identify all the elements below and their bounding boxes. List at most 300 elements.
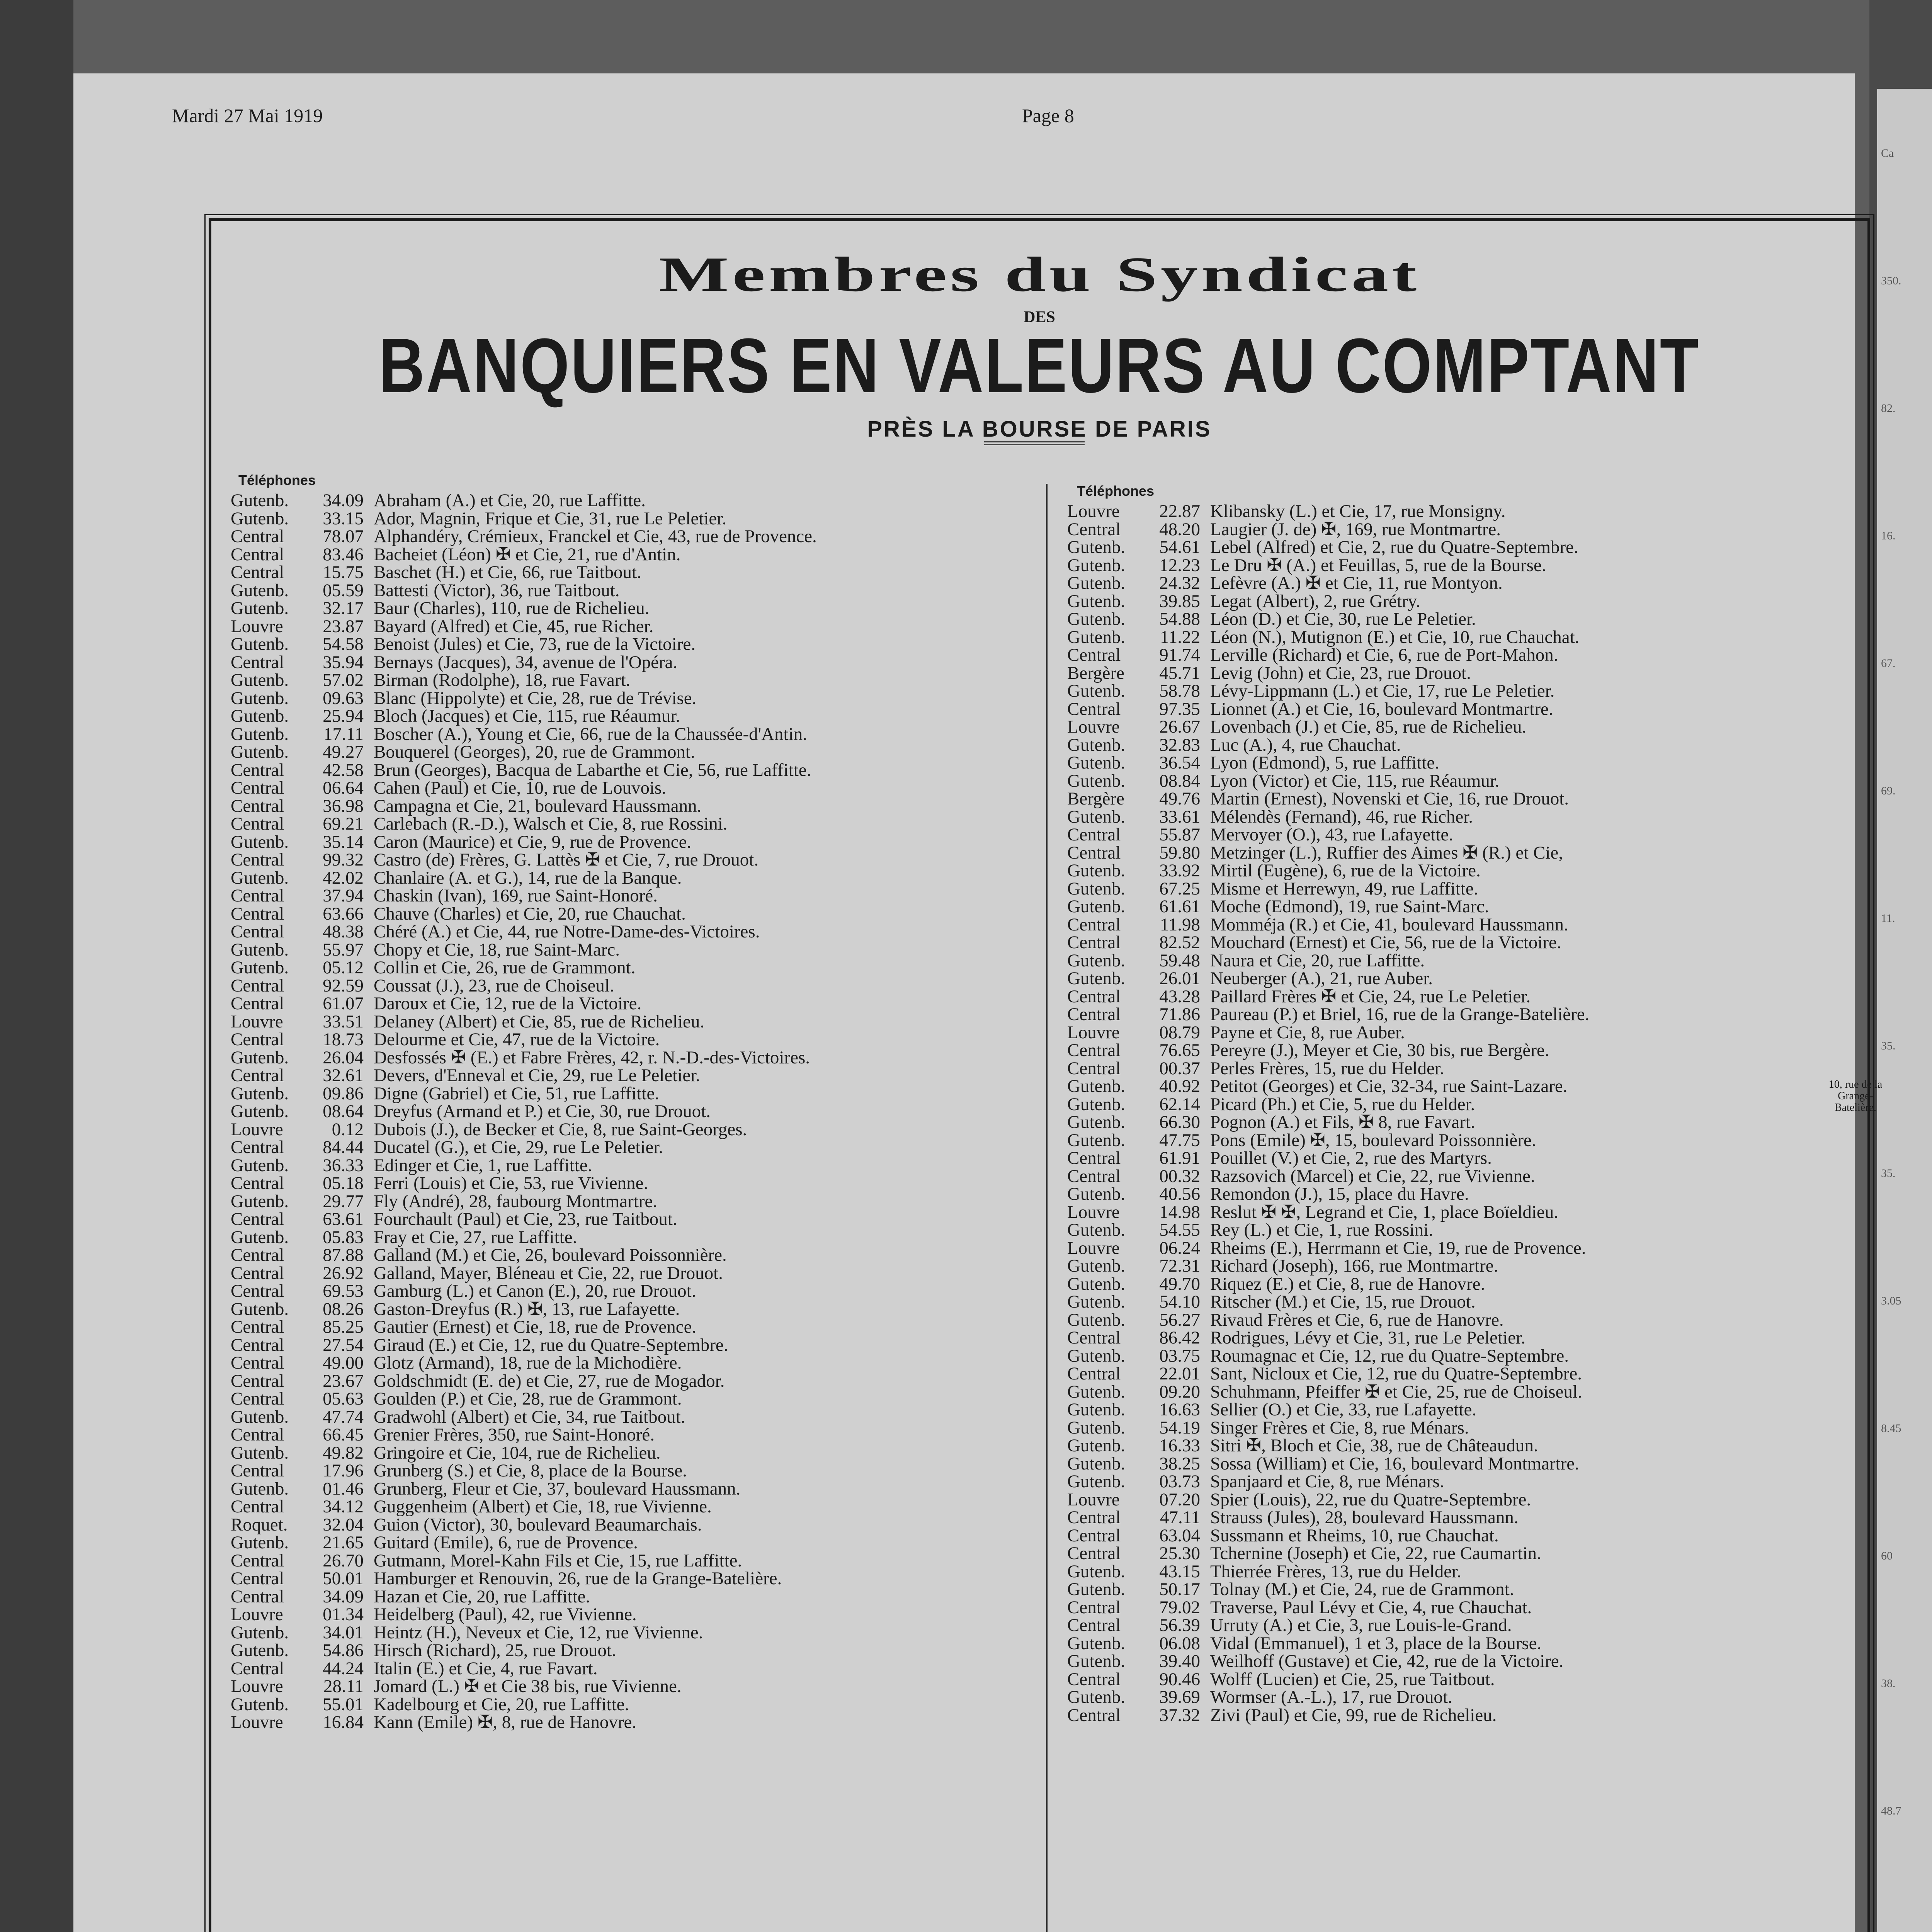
member-entry: Digne (Gabriel) et Cie, 51, rue Laffitte. (374, 1083, 660, 1104)
directory-row (1067, 969, 1589, 988)
directory-row (1067, 1149, 1589, 1167)
phone-number: 43.15 (1159, 1561, 1200, 1582)
phone-number: 54.19 (1159, 1417, 1200, 1438)
directory-row (1067, 1563, 1589, 1581)
exchange-name: Central (1067, 842, 1121, 863)
phone-number: 39.40 (1159, 1651, 1200, 1671)
phone-number: 09.20 (1159, 1381, 1200, 1402)
exchange-name: Central (1067, 1004, 1121, 1024)
exchange-name: Louvre (1067, 1238, 1120, 1258)
phone-number: 11.22 (1160, 627, 1200, 647)
member-entry: Kann (Emile) ✠, 8, rue de Hanovre. (374, 1712, 637, 1732)
phone-number: 21.65 (323, 1532, 364, 1553)
exchange-name: Central (231, 652, 284, 672)
member-entry: Naura et Cie, 20, rue Laffitte. (1210, 950, 1425, 971)
exchange-name: Gutenb. (231, 832, 289, 852)
exchange-name: Gutenb. (1067, 896, 1126, 917)
directory-row (1067, 1185, 1589, 1203)
member-entry: Pereyre (J.), Meyer et Cie, 30 bis, rue Bergère. (1210, 1040, 1549, 1060)
exchange-name: Gutenb. (1067, 770, 1126, 791)
directory-row (231, 1462, 817, 1480)
member-entry: Grunberg (S.) et Cie, 8, place de la Bourse. (374, 1461, 687, 1481)
phone-number: 92.59 (323, 975, 364, 996)
member-entry: Cahen (Paul) et Cie, 10, rue de Louvois. (374, 778, 667, 798)
directory-row (1067, 1401, 1589, 1419)
phone-number: 32.83 (1159, 735, 1200, 755)
directory-row (1067, 1113, 1589, 1131)
directory-row (231, 1085, 817, 1103)
directory-row (1067, 736, 1589, 754)
member-entry: Hamburger et Renouvin, 26, rue de la Grange-Batelière. (374, 1568, 782, 1588)
directory-row (1067, 538, 1589, 556)
phone-number: 08.26 (323, 1299, 364, 1319)
directory-row (231, 563, 817, 582)
exchange-name: Central (231, 1371, 284, 1391)
exchange-name: Central (231, 1568, 284, 1588)
exchange-name: Central (231, 1658, 284, 1679)
member-entry: Razsovich (Marcel) et Cie, 22, rue Vivienne. (1210, 1166, 1535, 1186)
phone-number: 26.04 (323, 1047, 364, 1068)
phone-number: 58.78 (1159, 681, 1200, 701)
directory-row (1067, 772, 1589, 790)
phone-number: 06.08 (1159, 1633, 1200, 1653)
exchange-name: Central (231, 1281, 284, 1301)
exchange-name: Central (231, 1263, 284, 1283)
exchange-name: Gutenb. (1067, 1292, 1126, 1312)
member-entry: Chéré (A.) et Cie, 44, rue Notre-Dame-des-Victoires. (374, 922, 760, 942)
member-entry: Goulden (P.) et Cie, 28, rue de Grammont. (374, 1389, 682, 1409)
adjacent-page-text: 60 (1881, 1549, 1893, 1562)
member-entry: Lyon (Edmond), 5, rue Laffitte. (1210, 753, 1440, 773)
directory-row (1067, 646, 1589, 664)
directory-row (231, 923, 817, 941)
phone-number: 49.76 (1159, 789, 1200, 809)
directory-row (231, 995, 817, 1013)
directory-row (1067, 898, 1589, 916)
directory-row (231, 743, 817, 761)
exchange-name: Central (1067, 1148, 1121, 1168)
directory-row (231, 869, 817, 887)
member-entry: Coussat (J.), 23, rue de Choiseul. (374, 975, 614, 996)
directory-row (1067, 1419, 1589, 1437)
phone-number: 91.74 (1159, 645, 1200, 665)
phone-number: 54.61 (1159, 537, 1200, 557)
exchange-name: Gutenb. (1067, 1417, 1126, 1438)
exchange-name: Central (231, 1353, 284, 1373)
directory-row (1067, 988, 1589, 1006)
metzinger-address-note: 10, rue de la Grange-Batelière. (1828, 1078, 1883, 1114)
member-entry: Sant, Nicloux et Cie, 12, rue du Quatre-Septembre. (1210, 1364, 1582, 1384)
exchange-name: Central (231, 1065, 284, 1085)
directory-row (231, 1049, 817, 1067)
exchange-name: Central (1067, 645, 1121, 665)
member-entry: Luc (A.), 4, rue Chauchat. (1210, 735, 1401, 755)
phone-number: 23.67 (323, 1371, 364, 1391)
exchange-name: Gutenb. (1067, 735, 1126, 755)
phone-number: 16.33 (1159, 1435, 1200, 1456)
directory-row (231, 1408, 817, 1426)
directory-row (231, 1570, 817, 1588)
member-entry: Hazan et Cie, 20, rue Laffitte. (374, 1586, 590, 1607)
exchange-name: Central (231, 850, 284, 870)
phone-number: 18.73 (323, 1029, 364, 1049)
adjacent-page-text: 38. (1881, 1677, 1896, 1690)
exchange-name: Gutenb. (1067, 1094, 1126, 1114)
directory-row (231, 1713, 817, 1731)
member-entry: Vidal (Emmanuel), 1 et 3, place de la Bourse. (1210, 1633, 1542, 1653)
exchange-name: Central (1067, 519, 1121, 539)
exchange-name: Gutenb. (231, 742, 289, 762)
directory-row (231, 1156, 817, 1175)
phone-number: 90.46 (1159, 1669, 1200, 1689)
member-entry: Campagna et Cie, 21, boulevard Haussmann. (374, 796, 702, 816)
directory-row (1067, 1383, 1589, 1401)
exchange-name: Louvre (231, 1712, 283, 1732)
member-entry: Pognon (A.) et Fils, ✠ 8, rue Favart. (1210, 1112, 1475, 1132)
member-entry: Gringoire et Cie, 104, rue de Richelieu. (374, 1442, 661, 1463)
directory-row (231, 959, 817, 977)
member-entry: Sitri ✠, Bloch et Cie, 38, rue de Châteaudun. (1210, 1435, 1538, 1456)
phone-number: 07.20 (1159, 1489, 1200, 1510)
exchange-name: Gutenb. (1067, 1076, 1126, 1096)
exchange-name: Central (231, 778, 284, 798)
directory-row (1067, 1077, 1589, 1095)
directory-row (231, 761, 817, 779)
directory-row (231, 1696, 817, 1714)
exchange-name: Gutenb. (231, 1047, 289, 1068)
directory-row (231, 1677, 817, 1696)
exchange-name: Gutenb. (231, 1406, 289, 1427)
exchange-name: Roquet. (231, 1514, 288, 1535)
directory-row (1067, 1005, 1589, 1024)
exchange-name: Gutenb. (1067, 1274, 1126, 1294)
directory-row (1067, 1616, 1589, 1634)
directory-row (1067, 1329, 1589, 1347)
exchange-name: Gutenb. (1067, 968, 1126, 988)
phone-number: 37.32 (1159, 1705, 1200, 1725)
directory-row (231, 1282, 817, 1300)
directory-row (231, 1426, 817, 1444)
directory-row (231, 1174, 817, 1192)
exchange-name: Gutenb. (231, 1299, 289, 1319)
directory-row (1067, 1473, 1589, 1491)
directory-row (231, 1336, 817, 1354)
header-page-number: Page 8 (1022, 105, 1074, 126)
phone-number: 47.11 (1160, 1507, 1200, 1527)
member-entry: Wormser (A.-L.), 17, rue Drouot. (1210, 1687, 1452, 1707)
directory-row (231, 1192, 817, 1211)
exchange-name: Gutenb. (1067, 1579, 1126, 1599)
phone-number: 59.80 (1159, 842, 1200, 863)
member-entry: Birman (Rodolphe), 18, rue Favart. (374, 670, 631, 690)
phone-number: 54.10 (1159, 1292, 1200, 1312)
directory-row (231, 1588, 817, 1606)
adjacent-page-text: 67. (1881, 657, 1896, 670)
directory-row (1067, 1437, 1589, 1455)
member-entry: Rheims (E.), Herrmann et Cie, 19, rue de Provence. (1210, 1238, 1586, 1258)
directory-row (1067, 1275, 1589, 1293)
member-entry: Fly (André), 28, faubourg Montmartre. (374, 1191, 658, 1211)
exchange-name: Gutenb. (231, 724, 289, 744)
directory-row (1067, 1221, 1589, 1239)
phone-number: 54.86 (323, 1640, 364, 1660)
adjacent-page-text: Ca (1881, 147, 1894, 160)
exchange-name: Gutenb. (231, 1694, 289, 1714)
exchange-name: Gutenb. (231, 670, 289, 690)
phone-number: 26.67 (1159, 717, 1200, 737)
member-entry: Metzinger (L.), Ruffier des Aimes ✠ (R.) et Cie, (1210, 842, 1563, 863)
member-entry: Bernays (Jacques), 34, avenue de l'Opéra. (374, 652, 678, 672)
phone-number: 08.84 (1159, 770, 1200, 791)
phone-number: 26.92 (323, 1263, 364, 1283)
phone-number: 50.01 (323, 1568, 364, 1588)
exchange-name: Gutenb. (231, 1101, 289, 1121)
phone-number: 56.39 (1159, 1615, 1200, 1635)
phone-number: 62.14 (1159, 1094, 1200, 1114)
directory-row (1067, 1167, 1589, 1185)
exchange-name: Gutenb. (1067, 1687, 1126, 1707)
directory-row (1067, 1652, 1589, 1670)
directory-row (1067, 1257, 1589, 1275)
title-banquiers: BANQUIERS EN VALEURS AU COMPTANT (379, 323, 1700, 409)
exchange-name: Central (1067, 1058, 1121, 1078)
phone-number: 34.09 (323, 1586, 364, 1607)
directory-row (1067, 934, 1589, 952)
exchange-name: Central (231, 1245, 284, 1265)
phone-number: 49.27 (323, 742, 364, 762)
exchange-name: Gutenb. (1067, 1381, 1126, 1402)
phone-number: 47.74 (323, 1406, 364, 1427)
phone-number: 28.11 (323, 1676, 364, 1696)
member-entry: Sossa (William) et Cie, 16, boulevard Montmartre. (1210, 1453, 1579, 1474)
directory-row (231, 689, 817, 707)
exchange-name: Central (1067, 699, 1121, 719)
phone-number: 67.25 (1159, 878, 1200, 899)
member-entry: Kadelbourg et Cie, 20, rue Laffitte. (374, 1694, 629, 1714)
directory-row (1067, 520, 1589, 539)
phone-number: 59.48 (1159, 950, 1200, 971)
exchange-name: Gutenb. (231, 490, 289, 510)
directory-row (1067, 1580, 1589, 1599)
member-entry: Gaston-Dreyfus (R.) ✠, 13, rue Lafayette. (374, 1299, 680, 1319)
member-entry: Moche (Edmond), 19, rue Saint-Marc. (1210, 896, 1489, 917)
phone-number: 39.69 (1159, 1687, 1200, 1707)
member-entry: Pons (Emile) ✠, 15, boulevard Poissonnière. (1210, 1130, 1536, 1150)
phone-number: 33.51 (323, 1011, 364, 1032)
member-entry: Sussmann et Rheims, 10, rue Chauchat. (1210, 1525, 1499, 1546)
exchange-name: Central (231, 1550, 284, 1571)
exchange-name: Gutenb. (1067, 1435, 1126, 1456)
member-entry: Heintz (H.), Neveux et Cie, 12, rue Vivienne. (374, 1622, 703, 1643)
member-entry: Bouquerel (Georges), 20, rue de Grammont. (374, 742, 695, 762)
exchange-name: Central (1067, 1364, 1121, 1384)
member-entry: Dubois (J.), de Becker et Cie, 8, rue Saint-Georges. (374, 1119, 747, 1139)
phone-number: 24.32 (1159, 573, 1200, 593)
directory-right (1067, 502, 1589, 1724)
phone-number: 22.87 (1159, 501, 1200, 521)
exchange-name: Gutenb. (231, 688, 289, 708)
directory-row (231, 1264, 817, 1282)
phone-number: 37.94 (323, 886, 364, 906)
exchange-name: Gutenb. (231, 1191, 289, 1211)
phone-number: 61.07 (323, 993, 364, 1014)
member-entry: Neuberger (A.), 21, rue Auber. (1210, 968, 1433, 988)
exchange-name: Gutenb. (231, 1622, 289, 1643)
directory-row (231, 941, 817, 959)
directory-row (231, 905, 817, 923)
exchange-name: Gutenb. (1067, 950, 1126, 971)
directory-row (1067, 754, 1589, 772)
exchange-name: Gutenb. (231, 957, 289, 978)
member-entry: Mouchard (Ernest) et Cie, 56, rue de la Victoire. (1210, 932, 1561, 952)
exchange-name: Central (231, 886, 284, 906)
phone-number: 00.32 (1159, 1166, 1200, 1186)
exchange-name: Gutenb. (231, 1640, 289, 1660)
member-entry: Reslut ✠ ✠, Legrand et Cie, 1, place Boïeldieu. (1210, 1202, 1559, 1222)
exchange-name: Gutenb. (1067, 1561, 1126, 1582)
exchange-name: Gutenb. (231, 508, 289, 529)
phone-number: 82.52 (1159, 932, 1200, 952)
directory-row (231, 1354, 817, 1372)
phone-number: 14.98 (1159, 1202, 1200, 1222)
phone-number: 39.85 (1159, 591, 1200, 611)
exchange-name: Central (1067, 1166, 1121, 1186)
directory-row (231, 1102, 817, 1121)
phone-number: 50.17 (1159, 1579, 1200, 1599)
member-entry: Battesti (Victor), 36, rue Taitbout. (374, 580, 620, 600)
exchange-name: Gutenb. (1067, 591, 1126, 611)
phone-number: 49.00 (323, 1353, 364, 1373)
directory-row (231, 797, 817, 815)
member-entry: Schuhmann, Pfeiffer ✠ et Cie, 25, rue de Choiseul. (1210, 1381, 1582, 1402)
phone-number: 61.61 (1159, 896, 1200, 917)
directory-row (231, 1300, 817, 1318)
exchange-name: Gutenb. (1067, 1453, 1126, 1474)
phone-number: 42.58 (323, 760, 364, 780)
exchange-name: Gutenb. (231, 939, 289, 960)
directory-row (1067, 1688, 1589, 1706)
directory-row (231, 635, 817, 653)
directory-row (1067, 502, 1589, 520)
member-entry: Tolnay (M.) et Cie, 24, rue de Grammont. (1210, 1579, 1514, 1599)
phone-number: 36.98 (323, 796, 364, 816)
phone-number: 55.87 (1159, 825, 1200, 845)
phone-number: 42.02 (323, 867, 364, 888)
phone-number: 44.24 (323, 1658, 364, 1679)
directory-row (231, 707, 817, 725)
exchange-name: Central (1067, 1705, 1121, 1725)
directory-row (1067, 880, 1589, 898)
phone-number: 56.27 (1159, 1310, 1200, 1330)
phone-number: 03.75 (1159, 1345, 1200, 1366)
member-entry: Glotz (Armand), 18, rue de la Michodière. (374, 1353, 682, 1373)
phone-number: 17.96 (323, 1461, 364, 1481)
exchange-name: Central (231, 1389, 284, 1409)
member-entry: Roumagnac et Cie, 12, rue du Quatre-Septembre. (1210, 1345, 1569, 1366)
advertisement-frame (209, 218, 1883, 1932)
member-entry: Rey (L.) et Cie, 1, rue Rossini. (1210, 1220, 1433, 1240)
member-entry: Gamburg (L.) et Canon (E.), 20, rue Drouot. (374, 1281, 696, 1301)
directory-row (231, 779, 817, 797)
exchange-name: Gutenb. (1067, 681, 1126, 701)
phone-number: 85.25 (323, 1317, 364, 1337)
exchange-name: Central (1067, 1040, 1121, 1060)
exchange-name: Central (1067, 1669, 1121, 1689)
directory-row (231, 1624, 817, 1642)
exchange-name: Central (231, 1317, 284, 1337)
member-entry: Martin (Ernest), Novenski et Cie, 16, rue Drouot. (1210, 789, 1569, 809)
phone-number: 32.61 (323, 1065, 364, 1085)
member-entry: Bloch (Jacques) et Cie, 115, rue Réaumur. (374, 706, 680, 726)
phone-number: 12.23 (1159, 555, 1200, 575)
phone-number: 55.97 (323, 939, 364, 960)
directory-row (231, 1641, 817, 1660)
directory-row (231, 1066, 817, 1085)
exchange-name: Central (1067, 1507, 1121, 1527)
phone-number: 36.54 (1159, 753, 1200, 773)
directory-row (231, 1498, 817, 1516)
phone-number: 83.46 (323, 544, 364, 565)
member-entry: Lefèvre (A.) ✠ et Cie, 11, rue Montyon. (1210, 573, 1503, 593)
phone-number: 97.35 (1159, 699, 1200, 719)
exchange-name: Gutenb. (1067, 1345, 1126, 1366)
directory-row (1067, 1311, 1589, 1329)
member-entry: Grunberg, Fleur et Cie, 37, boulevard Haussmann. (374, 1478, 741, 1499)
phone-number: 05.12 (323, 957, 364, 978)
directory-row (1067, 610, 1589, 628)
exchange-name: Central (231, 1173, 284, 1193)
member-entry: Strauss (Jules), 28, boulevard Haussmann. (1210, 1507, 1519, 1527)
directory-row (1067, 1670, 1589, 1689)
phone-number: 05.83 (323, 1227, 364, 1247)
column-separator (1046, 484, 1048, 1932)
exchange-name: Gutenb. (1067, 1184, 1126, 1204)
exchange-name: Central (1067, 1543, 1121, 1563)
exchange-name: Louvre (231, 1604, 283, 1624)
exchange-name: Gutenb. (231, 634, 289, 654)
page-header (172, 104, 1838, 135)
member-entry: Remondon (J.), 15, place du Havre. (1210, 1184, 1469, 1204)
member-entry: Heidelberg (Paul), 42, rue Vivienne. (374, 1604, 637, 1624)
member-entry: Singer Frères et Cie, 8, rue Ménars. (1210, 1417, 1469, 1438)
member-entry: Legat (Albert), 2, rue Grétry. (1210, 591, 1420, 611)
directory-row (231, 1031, 817, 1049)
exchange-name: Central (231, 903, 284, 924)
exchange-name: Gutenb. (1067, 1256, 1126, 1276)
title-ornament (984, 441, 1085, 445)
phone-number: 32.17 (323, 598, 364, 618)
phone-number: 71.86 (1159, 1004, 1200, 1024)
phone-number: 49.82 (323, 1442, 364, 1463)
exchange-name: Central (231, 1461, 284, 1481)
phone-number: 54.58 (323, 634, 364, 654)
member-entry: Dreyfus (Armand et P.) et Cie, 30, rue Drouot. (374, 1101, 711, 1121)
adjacent-page-text: 82. (1881, 402, 1896, 415)
directory-row (1067, 862, 1589, 880)
member-entry: Daroux et Cie, 12, rue de la Victoire. (374, 993, 642, 1014)
member-entry: Léon (D.) et Cie, 30, rue Le Peletier. (1210, 609, 1476, 629)
member-entry: Sellier (O.) et Cie, 33, rue Lafayette. (1210, 1400, 1477, 1420)
exchange-name: Gutenb. (231, 1083, 289, 1104)
phone-number: 35.94 (323, 652, 364, 672)
directory-row (1067, 628, 1589, 646)
member-entry: Bacheiet (Léon) ✠ et Cie, 21, rue d'Antin. (374, 544, 681, 565)
member-entry: Spanjaard et Cie, 8, rue Ménars. (1210, 1471, 1444, 1492)
member-entry: Chaskin (Ivan), 169, rue Saint-Honoré. (374, 886, 658, 906)
exchange-name: Gutenb. (231, 1155, 289, 1175)
exchange-name: Louvre (231, 1119, 283, 1139)
phone-number: 27.54 (323, 1335, 364, 1355)
